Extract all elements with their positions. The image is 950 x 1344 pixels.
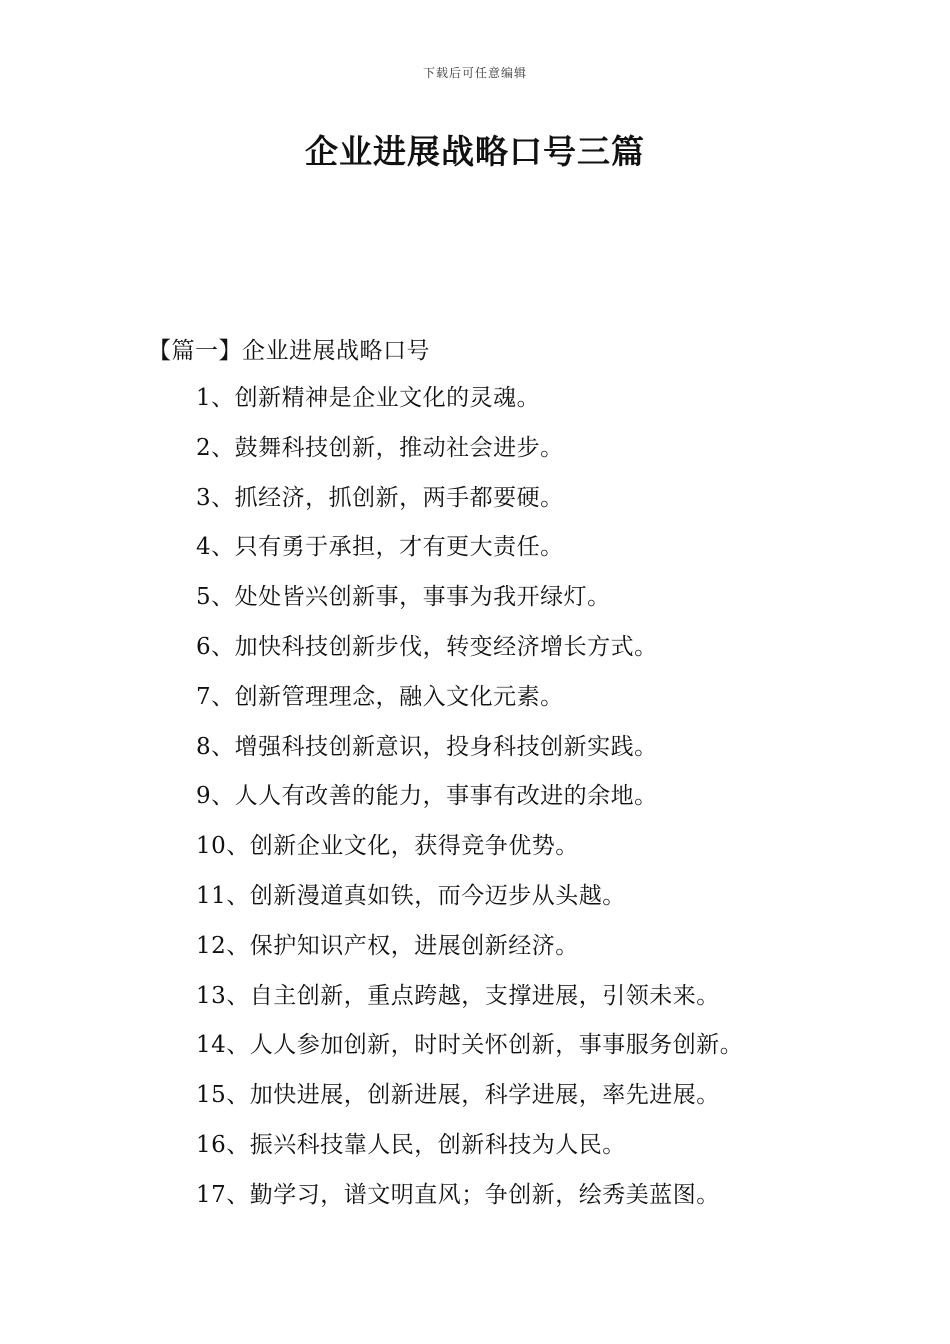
page-title: 企业进展战略口号三篇 <box>305 132 645 171</box>
section-heading: 【篇一】企业进展战略口号 <box>148 338 430 364</box>
list-item: 11、创新漫道真如铁，而今迈步从头越。 <box>196 882 626 909</box>
list-item: 2、鼓舞科技创新，推动社会进步。 <box>196 434 564 461</box>
list-item: 3、抓经济，抓创新，两手都要硬。 <box>196 484 564 511</box>
list-item: 7、创新管理理念，融入文化元素。 <box>196 683 564 710</box>
list-item: 15、加快进展，创新进展，科学进展，率先进展。 <box>196 1082 720 1109</box>
list-item: 10、创新企业文化，获得竞争优势。 <box>196 833 579 860</box>
list-item: 1、创新精神是企业文化的灵魂。 <box>196 385 541 411</box>
list-item: 12、保护知识产权，进展创新经济。 <box>196 932 579 959</box>
slogan-list <box>196 382 916 1229</box>
list-item: 17、勤学习，谱文明直风；争创新，绘秀美蓝图。 <box>196 1181 720 1208</box>
header-note: 下载后可任意编辑 <box>422 66 527 80</box>
list-item: 4、只有勇于承担，才有更大责任。 <box>196 534 564 561</box>
list-item: 5、处处皆兴创新事，事事为我开绿灯。 <box>196 584 611 611</box>
list-item: 13、自主创新，重点跨越，支撑进展，引领未来。 <box>196 982 720 1009</box>
list-item: 14、人人参加创新，时时关怀创新，事事服务创新。 <box>196 1032 744 1059</box>
list-item: 8、增强科技创新意识，投身科技创新实践。 <box>196 733 658 760</box>
list-item: 9、人人有改善的能力，事事有改进的余地。 <box>196 783 658 810</box>
list-item: 16、振兴科技靠人民，创新科技为人民。 <box>196 1131 626 1158</box>
list-item: 6、加快科技创新步伐，转变经济增长方式。 <box>196 633 658 660</box>
